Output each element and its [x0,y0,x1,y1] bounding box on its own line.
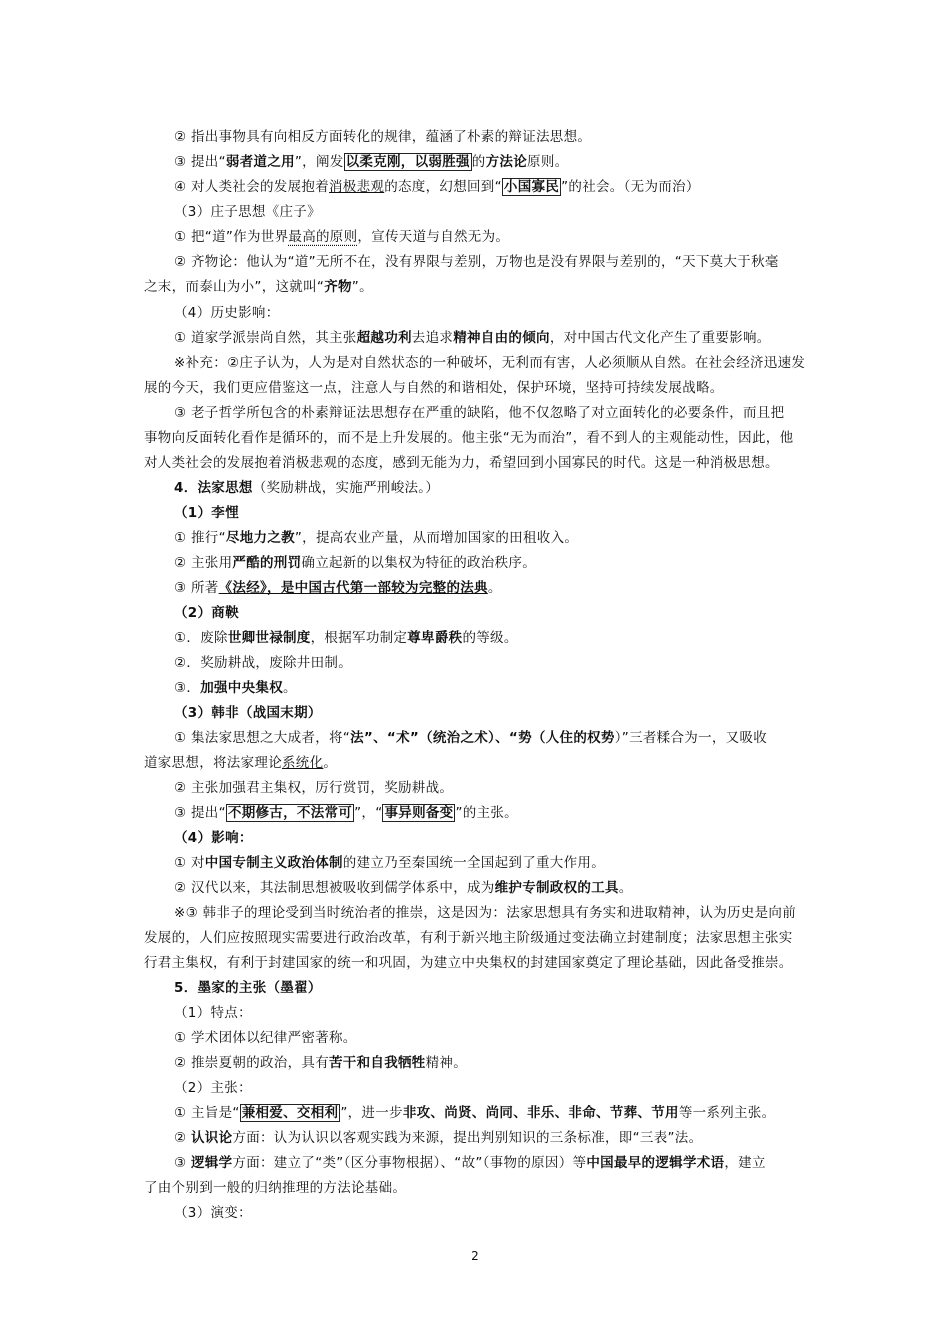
text-line: ① 集法家思想之大成者，将“法”、“术”（统治之术）、“势（人住的权势）”三者糅合为一，又吸收 [174,730,768,746]
page-number: 2 [471,1249,479,1263]
text-line: ① 把“道”作为世界最高的原则，宣传天道与自然无为。 [174,229,510,245]
text-line: ③ 逻辑学方面：建立了“类”（区分事物根据）、“故”（事物的原因）等中国最早的逻辑学术语，建立 [174,1155,766,1171]
text-line: ①．废除世卿世禄制度，根据军功制定尊卑爵秩的等级。 [174,630,518,646]
text-line: 事物向反面转化看作是循环的，而不是上升发展的。他主张“无为而治”，看不到人的主观能动性，因此，他 [144,430,794,446]
subsection-heading: （1）李悝 [174,505,239,521]
text-line: ② 主张用严酷的刑罚确立起新的以集权为特征的政治秩序。 [174,555,537,571]
text-line: ① 推行“尽地力之教”，提高农业产量，从而增加国家的田租收入。 [174,530,579,546]
text-line: 行君主集权，有利于封建国家的统一和巩固，为建立中央集权的封建国家奠定了理论基础，因此备受推崇。 [144,955,793,971]
subsection-heading: （4）影响： [174,830,253,846]
text-line: ① 道家学派崇尚自然，其主张超越功利去追求精神自由的倾向，对中国古代文化产生了重要影响。 [174,330,771,346]
text-line: 发展的，人们应按照现实需要进行政治改革，有利于新兴地主阶级通过变法确立封建制度；法家思想主张实 [144,930,793,946]
text-line: ③ 所著《法经》，是中国古代第一部较为完整的法典。 [174,580,502,596]
text-line: ① 对中国专制主义政治体制的建立乃至秦国统一全国起到了重大作用。 [174,855,605,871]
text-line: ③ 提出“ 不期修古，不法常可 ”，“ 事异则备变 ”的主张。 [174,805,518,821]
text-line: （4）历史影响： [174,305,280,321]
text-line: （3）庄子思想《庄子》 [174,204,321,220]
text-line: ④ 对人类社会的发展抱着消极悲观的态度，幻想回到“ 小国寡民 ”的社会。（无为而治） [174,179,700,195]
text-line: ③ 老子哲学所包含的朴素辩证法思想存在严重的缺陷，他不仅忽略了对立面转化的必要条件，而且把 [174,405,785,421]
text-line: （2）主张： [174,1080,252,1096]
text-line: 展的今天，我们更应借鉴这一点，注意人与自然的和谐相处，保护环境，坚持可持续发展战略。 [144,380,724,396]
text-line: ② 主张加强君主集权，厉行赏罚，奖励耕战。 [174,780,454,796]
text-line: （1）特点： [174,1005,252,1021]
text-line: ② 推崇夏朝的政治，具有苦干和自我牺牲精神。 [174,1055,468,1071]
text-line: （3）演变： [174,1205,252,1221]
text-line: 道家思想，将法家理论系统化。 [144,755,338,771]
subsection-heading: （3）韩非（战国末期） [174,705,322,721]
text-line: ① 学术团体以纪律严密著称。 [174,1030,357,1046]
text-line: ③．加强中央集权。 [174,680,297,696]
text-line: 对人类社会的发展抱着消极悲观的态度，感到无能为力，希望回到小国寡民的时代。这是一种消极思想。 [144,455,779,471]
section-heading: 4．法家思想（奖励耕战，实施严刑峻法。） [174,480,440,496]
text-line: ③ 提出“弱者道之用”，阐发 以柔克刚，以弱胜强 的方法论原则。 [174,154,569,170]
text-line: ② 指出事物具有向相反方面转化的规律，蕴涵了朴素的辩证法思想。 [174,129,592,145]
text-line: ※补充：②庄子认为，人为是对自然状态的一种破坏，无利而有害，人必须顺从自然。在社会经济迅速发 [174,355,806,371]
text-line: 之末，而泰山为小”，这就叫“齐物”。 [144,279,373,295]
subsection-heading: （2）商鞅 [174,605,239,621]
text-line: ② 认识论方面：认为认识以客观实践为来源，提出判别知识的三条标准，即“三表”法。 [174,1130,703,1146]
text-line: 了由个别到一般的归纳推理的方法论基础。 [144,1180,407,1196]
section-heading: 5．墨家的主张（墨翟） [174,980,322,996]
text-line: ② 齐物论：他认为“道”无所不在，没有界限与差别，万物也是没有界限与差别的，“天下莫大于秋毫 [174,254,779,270]
text-line: ① 主旨是“ 兼相爱、交相利 ”，进一步非攻、尚贤、尚同、非乐、非命、节葬、节用等一系列主张。 [174,1105,776,1121]
text-line: ※③ 韩非子的理论受到当时统治者的推崇，这是因为：法家思想具有务实和进取精神，认为历史是向前 [174,905,797,921]
text-line: ② 汉代以来，其法制思想被吸收到儒学体系中，成为维护专制政权的工具。 [174,880,633,896]
text-line: ②．奖励耕战，废除井田制。 [174,655,353,671]
